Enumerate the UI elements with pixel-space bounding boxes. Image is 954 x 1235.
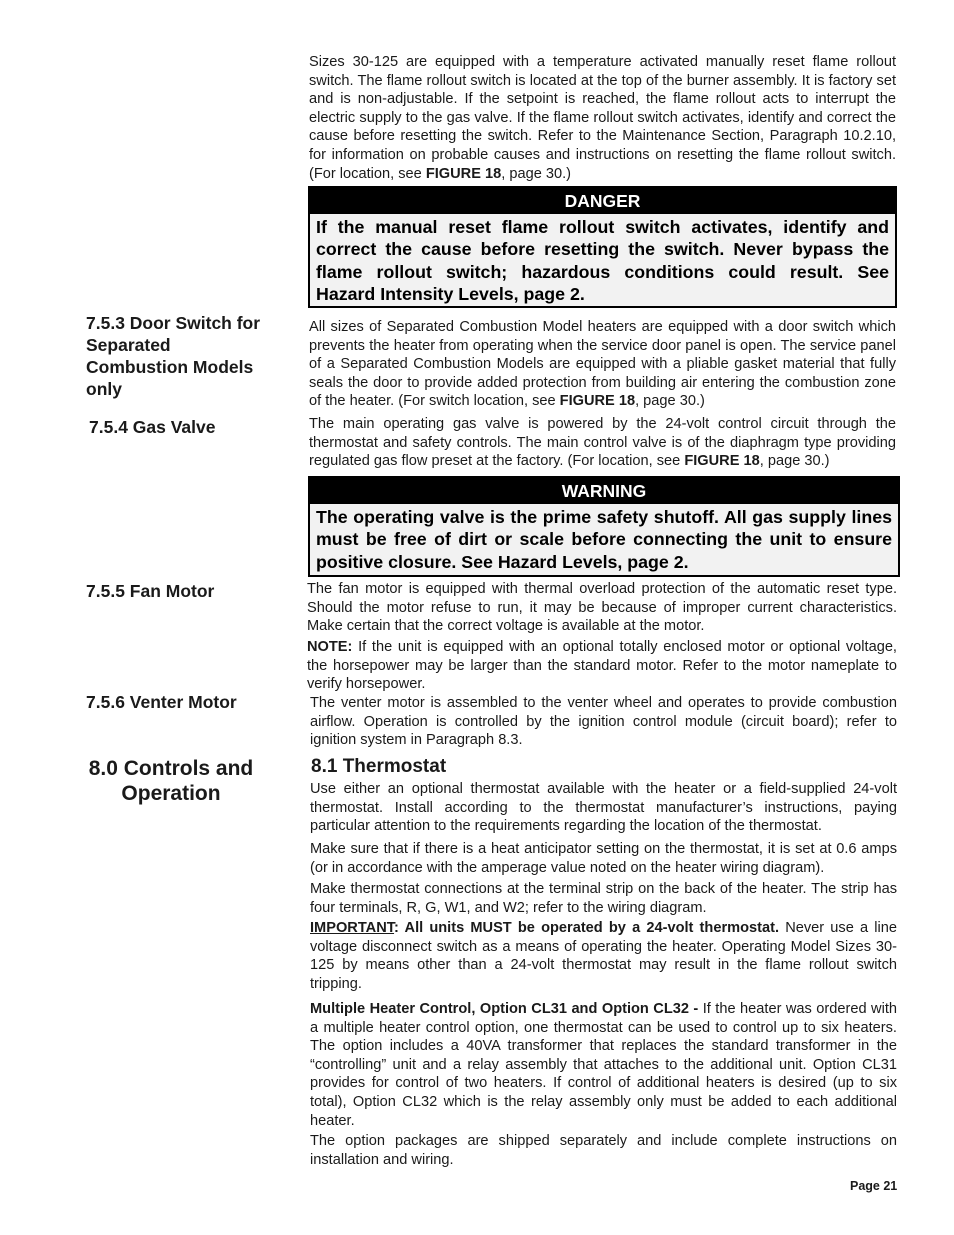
venter-motor-paragraph: The venter motor is assembled to the venter wheel and operates to provide combustion airflow. Operation is controlled by the ignition control module (circuit board); refer to ignition system in Paragraph 8.3.	[310, 695, 897, 749]
paragraph-text-end: , page 30.)	[635, 393, 705, 410]
section-7-5-3-heading: 7.5.3 Door Switch for Separated Combustion Models only	[86, 313, 261, 399]
page-number: Page 21	[850, 1179, 898, 1193]
paragraph-text: Sizes 30-125 are equipped with a temperature activated manually reset flame rollout switch. The flame rollout switch is located at the top of the burner assembly. It is factory set and is non-adjustable. If the setpoint is reached, the flame rollout acts to interrupt the electric supply to the gas valve. If the flame rollout switch activates, identify and correct the cause before resetting the switch. Refer to the Maintenance Section, Paragraph 10.2.10, for information on probable causes and instructions on resetting the flame rollout switch. (For location, see	[309, 54, 896, 182]
note-text: If the unit is equipped with an optional totally enclosed motor or optional voltage, the horsepower may be larger than the standard motor. Refer to the motor nameplate to verify horsepower.	[307, 639, 897, 693]
section-7-5-5-heading: 7.5.5 Fan Motor	[86, 581, 215, 601]
section-7-5-6-heading: 7.5.6 Venter Motor	[86, 692, 237, 712]
figure-reference: FIGURE 18	[684, 453, 760, 470]
warning-box	[308, 476, 900, 577]
flame-rollout-paragraph	[309, 53, 896, 183]
note-label: NOTE:	[307, 639, 353, 655]
paragraph-text-end: , page 30.)	[501, 165, 572, 182]
important-paragraph	[310, 919, 897, 993]
important-text: Never use a line voltage disconnect switch as a means of operating the heater. Operating Model Sizes 30-125 by means other than a 24-volt thermostat may result in the flame rollout switch tripping.	[310, 920, 897, 992]
danger-text: If the manual reset flame rollout switch activates, identify and correct the cause before resetting the switch. Never bypass the flame rollout switch; hazardous conditions could result. See Hazard Intensity Levels, page 2.	[316, 217, 889, 304]
section-8-0-heading: 8.0 Controls and Operation	[88, 757, 254, 805]
important-label: IMPORTANT	[310, 920, 395, 936]
multiple-heater-text: If the heater was ordered with a multiple heater control option, one thermostat can be used to control up to six heaters. The option includes a 40VA transformer that replaces the standard transformer in the “controlling” unit and a relay assembly that attaches to the additional unit. Option CL31 provides for control of two heaters. If control of additional heaters is desired (up to six total), Option CL32 which is the relay assembly only must be added to each additional heater.	[310, 1001, 897, 1129]
figure-reference: FIGURE 18	[425, 165, 502, 182]
section-8-1-heading: 8.1 Thermostat	[311, 756, 447, 777]
door-switch-paragraph	[309, 318, 896, 411]
warning-text: The operating valve is the prime safety shutoff. All gas supply lines must be free of dirt or scale before connecting the unit to ensure positive closure. See Hazard Levels, page 2.	[316, 507, 892, 572]
danger-box	[308, 186, 897, 308]
section-7-5-4-heading: 7.5.4 Gas Valve	[89, 417, 216, 437]
multiple-heater-paragraph	[310, 1000, 897, 1130]
important-bold-text: : All units MUST be operated by a 24-volt thermostat.	[394, 920, 780, 936]
paragraph-text: The main operating gas valve is powered by the 24-volt control circuit through the thermostat and safety controls. The main control valve is of the diaphragm type providing regulated gas flow preset at the factory. (For location, see	[309, 416, 896, 470]
warning-title: WARNING	[310, 478, 898, 504]
figure-reference: FIGURE 18	[559, 393, 636, 410]
multiple-heater-label: Multiple Heater Control, Option CL31 and Option CL32 -	[310, 1001, 703, 1017]
thermostat-paragraph-2: Make sure that if there is a heat anticipator setting on the thermostat, it is set at 0.6 amps (or in accordance with the amperage value noted on the heater wiring diagram).	[310, 841, 897, 876]
paragraph-text-end: , page 30.)	[759, 453, 830, 470]
fan-motor-note	[307, 638, 897, 694]
option-packages-paragraph: The option packages are shipped separately and include complete instructions on installation and wiring.	[310, 1133, 897, 1168]
fan-motor-paragraph: The fan motor is equipped with thermal overload protection of the automatic reset type. Should the motor refuse to run, it may be because of improper current characteristics. Make certain that the correct voltage is available at the motor.	[307, 581, 897, 635]
danger-title: DANGER	[310, 188, 895, 214]
paragraph-text: All sizes of Separated Combustion Model heaters are equipped with a door switch which prevents the heater from operating when the service door panel is open. The service panel of a Separated Combustion Models are equipped with a pliable gasket material that fully seals the door to provide added protection from building air entering the combustion zone of the heater. (For switch location, see	[309, 319, 896, 410]
gas-valve-paragraph	[309, 415, 896, 471]
thermostat-paragraph-3: Make thermostat connections at the terminal strip on the back of the heater. The strip has four terminals, R, G, W1, and W2; refer to the wiring diagram.	[310, 881, 897, 916]
thermostat-paragraph-1: Use either an optional thermostat available with the heater or a field-supplied 24-volt thermostat. Install according to the thermostat manufacturer’s instructions, paying particular attention to the requirements regarding the location of the thermostat.	[310, 781, 897, 835]
